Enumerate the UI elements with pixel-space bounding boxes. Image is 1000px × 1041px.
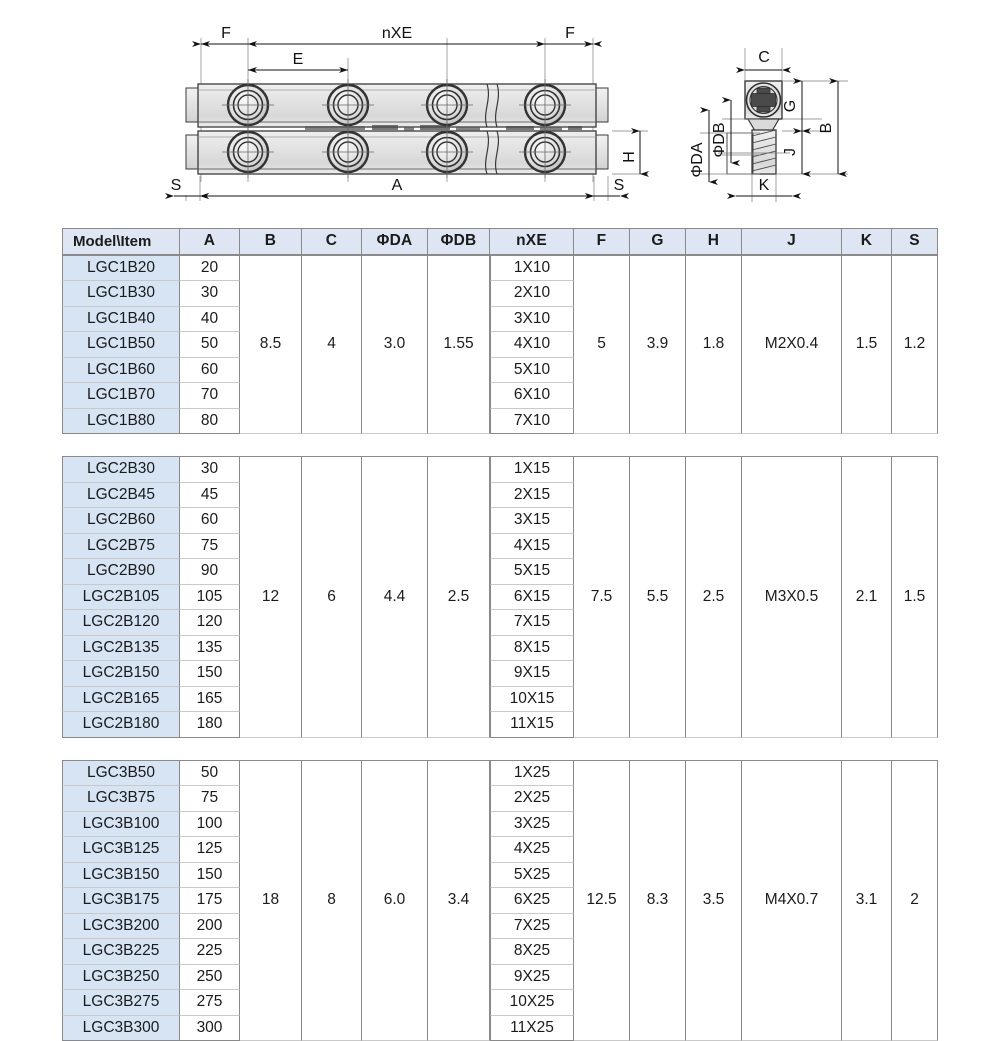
screw-shaft (718, 119, 790, 174)
cell-nxe: 4X15 (490, 534, 574, 560)
dim-label-dia-db: ΦDB (711, 123, 728, 158)
cell-nxe: 11X15 (490, 712, 574, 738)
dim-j (782, 131, 802, 174)
dim-label-f-right: F (565, 25, 575, 42)
cell-model: LGC1B20 (62, 255, 180, 282)
dim-label-f-left: F (221, 25, 231, 42)
cell-model: LGC2B120 (62, 610, 180, 636)
cell-a: 60 (180, 508, 240, 534)
col-header-da: ΦDA (362, 228, 428, 255)
col-header-h: H (686, 228, 742, 255)
cell-nxe: 7X25 (490, 914, 574, 940)
cell-h: 2.5 (686, 456, 742, 738)
table-body-lgc2b (62, 456, 938, 738)
spec-table-lgc3b (62, 760, 938, 1041)
cell-model: LGC3B200 (62, 914, 180, 940)
cell-a: 150 (180, 863, 240, 889)
dim-label-g: G (782, 100, 799, 112)
cell-nxe: 7X10 (490, 409, 574, 435)
cell-a: 60 (180, 358, 240, 384)
cell-nxe: 9X25 (490, 965, 574, 991)
dim-label-e: E (293, 51, 304, 68)
cell-c: 8 (302, 760, 362, 1041)
col-header-db: ΦDB (428, 228, 490, 255)
cell-nxe: 10X25 (490, 990, 574, 1016)
cell-nxe: 2X15 (490, 483, 574, 509)
cell-nxe: 4X25 (490, 837, 574, 863)
cell-j: M4X0.7 (742, 760, 842, 1041)
cell-nxe: 6X25 (490, 888, 574, 914)
cell-model: LGC1B40 (62, 307, 180, 333)
cell-a: 100 (180, 812, 240, 838)
cell-model: LGC3B250 (62, 965, 180, 991)
cell-model: LGC1B80 (62, 409, 180, 435)
dim-label-c: C (758, 49, 770, 66)
cell-k: 2.1 (842, 456, 892, 738)
col-header-f: F (574, 228, 630, 255)
col-header-g: G (630, 228, 686, 255)
col-header-a: A (180, 228, 240, 255)
cell-f: 7.5 (574, 456, 630, 738)
cell-db: 3.4 (428, 760, 490, 1041)
cell-model: LGC1B70 (62, 383, 180, 409)
cell-nxe: 9X15 (490, 661, 574, 687)
table-body-lgc3b (62, 760, 938, 1041)
cell-model: LGC1B30 (62, 281, 180, 307)
cell-f: 12.5 (574, 760, 630, 1041)
table-separator-2 (62, 738, 938, 760)
cell-a: 90 (180, 559, 240, 585)
col-header-b: B (240, 228, 302, 255)
cell-a: 70 (180, 383, 240, 409)
cell-h: 3.5 (686, 760, 742, 1041)
cell-g: 8.3 (630, 760, 686, 1041)
cell-nxe: 3X10 (490, 307, 574, 333)
spec-table-lgc2b (62, 456, 938, 738)
cell-nxe: 6X15 (490, 585, 574, 611)
technical-drawing (0, 0, 1000, 215)
cell-b: 12 (240, 456, 302, 738)
cell-a: 175 (180, 888, 240, 914)
cell-nxe: 1X25 (490, 760, 574, 787)
cell-a: 225 (180, 939, 240, 965)
dim-label-h: H (621, 151, 638, 163)
col-header-nxe: nXE (490, 228, 574, 255)
col-header-s: S (892, 228, 938, 255)
cell-h: 1.8 (686, 255, 742, 435)
cell-a: 300 (180, 1016, 240, 1041)
cell-model: LGC2B135 (62, 636, 180, 662)
dim-label-s-left: S (171, 177, 182, 194)
cell-da: 3.0 (362, 255, 428, 435)
cell-model: LGC3B125 (62, 837, 180, 863)
cell-model: LGC3B300 (62, 1016, 180, 1041)
cell-da: 6.0 (362, 760, 428, 1041)
dim-nxe (201, 25, 593, 44)
cell-a: 250 (180, 965, 240, 991)
cell-model: LGC3B50 (62, 760, 180, 787)
table-separator-1 (62, 434, 938, 456)
cell-a: 30 (180, 456, 240, 483)
col-header-c: C (302, 228, 362, 255)
cell-model: LGC3B100 (62, 812, 180, 838)
dim-label-dia-da: ΦDA (689, 142, 706, 177)
cell-a: 45 (180, 483, 240, 509)
cell-a: 50 (180, 760, 240, 787)
cell-model: LGC2B165 (62, 687, 180, 713)
screw-head (745, 81, 782, 119)
cell-db: 2.5 (428, 456, 490, 738)
cell-a: 275 (180, 990, 240, 1016)
cell-g: 3.9 (630, 255, 686, 435)
cell-f: 5 (574, 255, 630, 435)
cell-c: 6 (302, 456, 362, 738)
cell-nxe: 5X25 (490, 863, 574, 889)
cell-nxe: 5X10 (490, 358, 574, 384)
cell-model: LGC3B225 (62, 939, 180, 965)
cell-nxe: 3X15 (490, 508, 574, 534)
table-row (62, 255, 938, 282)
cell-nxe: 5X15 (490, 559, 574, 585)
cell-j: M2X0.4 (742, 255, 842, 435)
dim-e (248, 51, 348, 70)
cell-a: 150 (180, 661, 240, 687)
cell-a: 125 (180, 837, 240, 863)
cell-a: 135 (180, 636, 240, 662)
cell-g: 5.5 (630, 456, 686, 738)
specification-tables (62, 228, 938, 1041)
cell-model: LGC2B30 (62, 456, 180, 483)
dim-b (818, 81, 838, 174)
cell-model: LGC3B75 (62, 786, 180, 812)
dim-label-j: J (782, 148, 799, 156)
table-row (62, 456, 938, 483)
header-row (62, 228, 938, 255)
dim-c (745, 48, 782, 80)
cell-nxe: 1X10 (490, 255, 574, 282)
table-row (62, 760, 938, 787)
spec-table-lgc1b (62, 228, 938, 434)
cell-model: LGC3B275 (62, 990, 180, 1016)
cell-a: 105 (180, 585, 240, 611)
cell-b: 18 (240, 760, 302, 1041)
dim-h (612, 131, 648, 174)
dim-label-s-right: S (614, 177, 625, 194)
cell-a: 200 (180, 914, 240, 940)
cell-nxe: 8X15 (490, 636, 574, 662)
dim-g (782, 81, 802, 131)
dim-s-right (594, 177, 624, 196)
cell-model: LGC1B60 (62, 358, 180, 384)
cell-model: LGC1B50 (62, 332, 180, 358)
cell-k: 3.1 (842, 760, 892, 1041)
table-body-lgc1b (62, 255, 938, 435)
col-header-j: J (742, 228, 842, 255)
cell-nxe: 6X10 (490, 383, 574, 409)
col-header-model: Model\Item (62, 228, 180, 255)
cell-k: 1.5 (842, 255, 892, 435)
cell-nxe: 1X15 (490, 456, 574, 483)
cell-model: LGC2B90 (62, 559, 180, 585)
cell-a: 75 (180, 786, 240, 812)
top-view-group (171, 25, 648, 201)
dim-f-right (545, 25, 593, 44)
cell-a: 165 (180, 687, 240, 713)
cell-a: 80 (180, 409, 240, 435)
cell-nxe: 3X25 (490, 812, 574, 838)
cell-nxe: 8X25 (490, 939, 574, 965)
dim-label-b: B (818, 123, 835, 134)
cell-nxe: 7X15 (490, 610, 574, 636)
cell-a: 40 (180, 307, 240, 333)
cell-model: LGC2B45 (62, 483, 180, 509)
dim-f-left (201, 25, 248, 44)
cell-j: M3X0.5 (742, 456, 842, 738)
cell-a: 75 (180, 534, 240, 560)
table-header (62, 228, 938, 255)
dim-label-nxe: nXE (382, 25, 412, 42)
cell-nxe: 2X10 (490, 281, 574, 307)
cell-a: 20 (180, 255, 240, 282)
dim-label-a: A (392, 177, 403, 194)
cell-nxe: 4X10 (490, 332, 574, 358)
cell-a: 180 (180, 712, 240, 738)
cell-s: 1.2 (892, 255, 938, 435)
cell-model: LGC2B75 (62, 534, 180, 560)
cell-model: LGC2B180 (62, 712, 180, 738)
cell-nxe: 2X25 (490, 786, 574, 812)
cell-model: LGC3B150 (62, 863, 180, 889)
cell-s: 1.5 (892, 456, 938, 738)
cell-nxe: 10X15 (490, 687, 574, 713)
cell-c: 4 (302, 255, 362, 435)
cell-da: 4.4 (362, 456, 428, 738)
dim-label-k: K (759, 177, 770, 194)
dim-k (736, 174, 792, 202)
cell-db: 1.55 (428, 255, 490, 435)
dim-s-left (171, 177, 200, 196)
cell-b: 8.5 (240, 255, 302, 435)
col-header-k: K (842, 228, 892, 255)
cell-a: 30 (180, 281, 240, 307)
cell-s: 2 (892, 760, 938, 1041)
cell-model: LGC2B150 (62, 661, 180, 687)
section-view-group (689, 48, 848, 202)
cell-model: LGC2B60 (62, 508, 180, 534)
cell-a: 50 (180, 332, 240, 358)
cell-model: LGC3B175 (62, 888, 180, 914)
cell-model: LGC2B105 (62, 585, 180, 611)
cell-a: 120 (180, 610, 240, 636)
cell-nxe: 11X25 (490, 1016, 574, 1041)
